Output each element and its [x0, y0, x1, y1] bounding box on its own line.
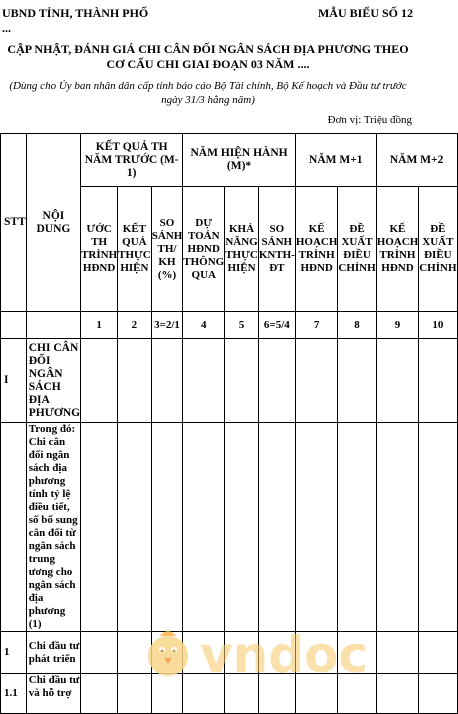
- group-year-m1: NĂM M+1: [295, 134, 376, 187]
- column-number: 7: [295, 312, 338, 339]
- vndoc-watermark: [142, 622, 382, 686]
- row-content: Chi đầu tư phát triển: [26, 632, 80, 674]
- document-subtitle: (Dùng cho Ủy ban nhân dân cấp tỉnh báo cáo Bộ Tài chính, Bộ Kế hoạch và Đầu tư trước ngày 31/3 hằng năm): [9, 80, 407, 106]
- subheader-cell: ƯỚC TH TRÌNH HĐND: [81, 187, 118, 312]
- subheader-cell: SO SÁNH KNTH-ĐT: [258, 187, 295, 312]
- subheader-cell: DỰ TOÁN HĐND THÔNG QUA: [183, 187, 225, 312]
- row-stt: [1, 423, 27, 632]
- subheader-cell: KHẢ NĂNG THỰC HIỆN: [225, 187, 259, 312]
- column-number: 3=2/1: [151, 312, 183, 339]
- table-row: [1, 423, 458, 632]
- subheader-cell: ĐỀ XUẤT ĐIỀU CHỈNH: [419, 187, 457, 312]
- chick-logo-icon: [148, 631, 188, 676]
- row-content: Chi đầu tư và hỗ trợ: [26, 674, 80, 714]
- row-content: CHI CÂN ĐỐI NGÂN SÁCH ĐỊA PHƯƠNG: [26, 339, 80, 423]
- subheader-cell: ĐỀ XUẤT ĐIỀU CHỈNH: [338, 187, 376, 312]
- group-prev-year: KẾT QUẢ TH NĂM TRƯỚC (M-1): [81, 134, 183, 187]
- document-title: CẬP NHẬT, ĐÁNH GIÁ CHI CÂN ĐỐI NGÂN SÁCH ĐỊA PHƯƠNG THEO CƠ CẤU CHI GIAI ĐOẠN 03 NĂM ....: [7, 42, 409, 71]
- col-content-header: NỘI DUNG: [26, 134, 80, 312]
- column-number: 2: [118, 312, 152, 339]
- group-year-m2: NĂM M+2: [376, 134, 457, 187]
- numbering-row: [1, 312, 458, 339]
- subheader-cell: KẾ HOẠCH TRÌNH HĐND: [295, 187, 338, 312]
- subheader-cell: KẾ HOẠCH TRÌNH HĐND: [376, 187, 419, 312]
- row-content: Trong đó: Chi cân đối ngân sách địa phương tính tỷ lệ điều tiết, số bổ sung cân đối từ ngân sách trung ương cho ngân sách địa phương (1): [26, 423, 80, 632]
- watermark-text: vndoc: [200, 626, 368, 684]
- row-stt: I: [1, 339, 27, 423]
- subheader-cell: SO SÁNH TH/ KH (%): [151, 187, 183, 312]
- column-number: 10: [419, 312, 457, 339]
- column-number: 1: [81, 312, 118, 339]
- col-stt-header: STT: [1, 134, 27, 312]
- column-number: 8: [338, 312, 376, 339]
- column-number: 6=5/4: [258, 312, 295, 339]
- column-number: 4: [183, 312, 225, 339]
- row-stt: 1: [1, 632, 27, 674]
- currency-unit: Đơn vị: Triệu đồng: [327, 114, 412, 126]
- row-stt: 1.1: [1, 674, 27, 714]
- subheader-cell: KẾT QUẢ THỰC HIỆN: [118, 187, 152, 312]
- column-number: 9: [376, 312, 419, 339]
- form-number: MẪU BIỂU SỐ 12: [317, 6, 413, 20]
- agency-name: UBND TỈNH, THÀNH PHỐ ...: [2, 6, 149, 35]
- column-number: 5: [225, 312, 259, 339]
- table-row: [1, 339, 458, 423]
- group-current-year: NĂM HIỆN HÀNH (M)*: [183, 134, 296, 187]
